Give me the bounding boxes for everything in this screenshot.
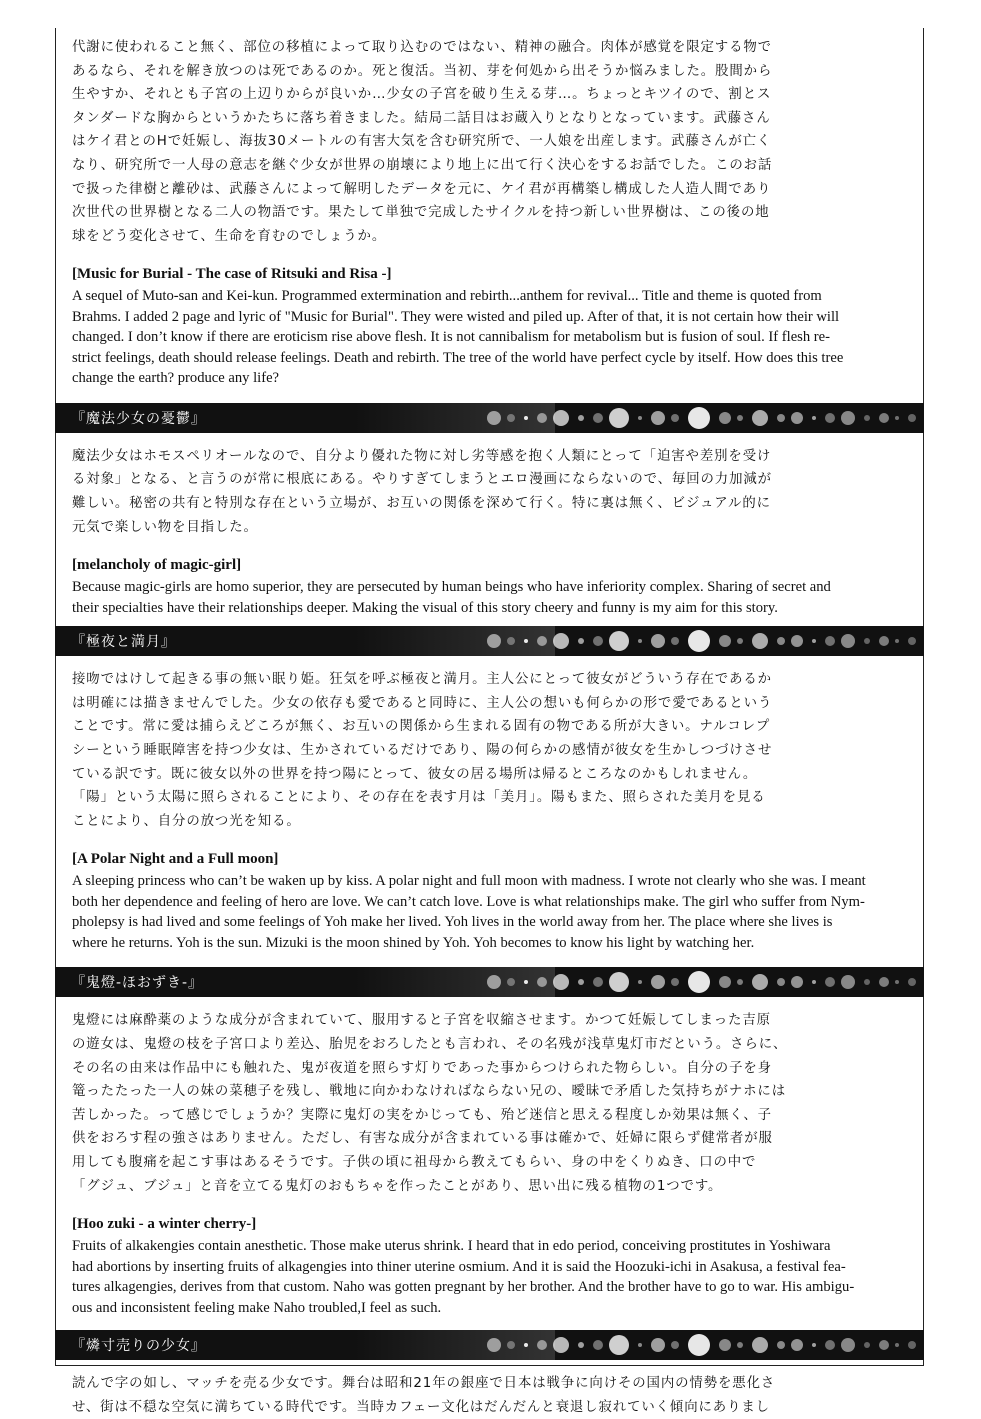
decorative-dot [524, 639, 528, 643]
decorative-dots [487, 967, 927, 997]
decorative-dot [719, 412, 731, 424]
decorative-dot [908, 978, 916, 986]
decorative-dot [651, 975, 665, 989]
decorative-dot [812, 980, 816, 984]
decorative-dot [864, 415, 870, 421]
decorative-dot [825, 413, 835, 423]
decorative-dot [879, 977, 889, 987]
decorative-dot [507, 637, 515, 645]
decorative-dot [791, 412, 803, 424]
decorative-dot [895, 980, 899, 984]
section-band [55, 967, 924, 997]
section-magic-girl [56, 433, 923, 618]
decorative-dot [671, 637, 679, 645]
decorative-dot [737, 415, 743, 421]
decorative-dot [895, 639, 899, 643]
decorative-dot [825, 977, 835, 987]
decorative-dot [737, 638, 743, 644]
decorative-dot [841, 975, 855, 989]
decorative-dot [651, 634, 665, 648]
decorative-dot [719, 635, 731, 647]
decorative-dot [507, 414, 515, 422]
section-polar-night [56, 656, 923, 953]
en-section-title: [Hoo zuki - a winter cherry-] [72, 1216, 257, 1233]
band-title: 『魔法少女の憂鬱』 [71, 410, 206, 427]
decorative-dot [825, 636, 835, 646]
decorative-dot [791, 976, 803, 988]
decorative-dot [688, 407, 710, 429]
en-paragraph: A sleeping princess who can’t be waken up by kiss. A polar night and full moon with madness. I wrote not clearly who she was. I meant both her dependence and feeling of hero are love. We can’t catch love. Love is what relationships make. The girl who suffer from Nym- pholepsy is had lived and some feelings of Yoh make her lived. Yoh lives in the world away from her. The place where she lives is where he returns. Yoh is the sun. Mizuki is the moon shined by Yoh. Yoh becomes to know his light by watching her. [72, 873, 866, 951]
en-section-title: [melancholy of magic-girl] [72, 557, 242, 574]
decorative-dot [537, 977, 547, 987]
decorative-dot [638, 416, 642, 420]
decorative-dot [524, 416, 528, 420]
decorative-dot [864, 638, 870, 644]
band-title: 『極夜と満月』 [71, 634, 176, 651]
decorative-dot [593, 636, 603, 646]
decorative-dot [507, 1341, 515, 1349]
decorative-dot [688, 630, 710, 652]
decorative-dot [578, 415, 584, 421]
band-title: 『燐寸売りの少女』 [71, 1338, 206, 1355]
band-title: 『鬼燈-ほおずき-』 [71, 975, 204, 992]
decorative-dot [777, 637, 785, 645]
decorative-dot [609, 972, 629, 992]
jp-paragraph: 接吻ではけして起きる事の無い眠り姫。狂気を呼ぶ極夜と満月。主人公にとって彼女がどういう存在であるか は明確には描きませんでした。少女の依存も愛であると同時に、主人公の想いも何らかの形で愛であるという ことです。常に愛は捕らえどころが無く、お互いの関係から生まれる固有の物である所が大きい。ナルコレプ シーという睡眠障害を持つ少女は、生かされているだけであり、陽の何らかの感情が彼女を生かしつづけさせ ている訳です。既に彼女以外の世界を持つ陽にとって、彼女の居る場所は帰るところなのかもしれません。 「陽」という太陽に照らされることにより、その存在を表す月は「美月」。陽もまた、照らされた美月を見る ことにより、自分の放つ光を知る。 [72, 672, 773, 829]
decorative-dot [593, 977, 603, 987]
decorative-dot [537, 1340, 547, 1350]
decorative-dot [908, 637, 916, 645]
decorative-dot [578, 979, 584, 985]
decorative-dot [638, 980, 642, 984]
en-paragraph: Fruits of alkakengies contain anesthetic. Those make uterus shrink. I heard that in edo period, conceiving prostitutes in Yoshiwara had abortions by inserting fruits of alkagengies into thiner uterine osmium. And it is said the Hoozuki-ichi in Asakusa, a festival fea- tures alkagengies, derives from that custom. Naho was gotten pregnant by her brother. And the brother have to go to war. His ambigu- ous and inconsistent feeling make Naho troubled,I feel as such. [72, 1238, 855, 1316]
decorative-dot [841, 411, 855, 425]
decorative-dot [737, 1342, 743, 1348]
jp-paragraph: 鬼燈には麻酔薬のような成分が含まれていて、服用すると子宮を収縮させます。かつて妊娠してしまった吉原 の遊女は、鬼燈の枝を子宮口より差込、胎児をおろしたとも言われ、その名残が浅草鬼灯市だという。さらに、 その名の由来は作品中にも触れた、鬼が夜道を照らす灯りであった事からつけられた物らしい。自分の子を身 篭ったたった一人の妹の菜穂子を残し、戦地に向かわなければならない兄の、曖昧で矛盾した気持ちがナホには 苦しかった。って感じでしょうか？実際に鬼灯の実をかじっても、殆ど迷信と思える程度しか効果は無く、子 供をおろす程の強さはありません。ただし、有害な成分が含まれている事は確かで、妊婦に限らず健常者が服 用しても腹痛を起こす事はあるそうです。子供の頃に祖母から教えてもらい、身の中をくりぬき、口の中で 「グジュ、ブジュ」と音を立てる鬼灯のおもちゃを作ったことがあり、思い出に残る植物の1つです。 [72, 1013, 788, 1194]
decorative-dot [864, 1342, 870, 1348]
decorative-dot [791, 1339, 803, 1351]
decorative-dot [671, 978, 679, 986]
decorative-dot [719, 1339, 731, 1351]
section-music-for-burial [56, 28, 923, 397]
decorative-dot [812, 639, 816, 643]
en-section-title: [Music for Burial - The case of Ritsuki and Risa -] [72, 266, 392, 283]
decorative-dot [895, 1343, 899, 1347]
decorative-dot [841, 1338, 855, 1352]
decorative-dot [777, 978, 785, 986]
decorative-dot [825, 1340, 835, 1350]
decorative-dot [609, 631, 629, 651]
decorative-dots [487, 403, 927, 433]
page-frame [55, 28, 924, 1415]
decorative-dots [487, 626, 927, 656]
decorative-dot [638, 1343, 642, 1347]
decorative-dot [777, 414, 785, 422]
decorative-dot [752, 1337, 768, 1353]
jp-paragraph: 魔法少女はホモスペリオールなので、自分より優れた物に対し劣等感を抱く人類にとって「迫害や差別を受け る対象」となる、と言うのが常に根底にある。やりすぎてしまうとエロ漫画にならないので、毎回の力加減が 難しい。秘密の共有と特別な存在という立場が、お互いの関係を深めて行く。特に裏は無く、ビジュアル的に 元気で楽しい物を目指した。 [72, 448, 772, 535]
decorative-dot [688, 1334, 710, 1356]
decorative-dot [908, 1341, 916, 1349]
decorative-dot [752, 633, 768, 649]
en-paragraph: A sequel of Muto-san and Kei-kun. Programmed extermination and rebirth...anthem for revival... Title and theme is quoted from Brahms. I added 2 page and lyric of "Music for Burial". They were wisted and piled up. After of that, it is not certain how their will changed. I don’t know if there are eroticism rise above flesh. It is not cannibalism for metabolism but is fusion of soul. If flesh re- strict feelings, death should release feelings. Death and rebirth. The tree of the world have perfect cycle by itself. How does this tree change the earth? produce any life? [72, 288, 844, 387]
decorative-dot [812, 1343, 816, 1347]
decorative-dot [812, 416, 816, 420]
decorative-dot [777, 1341, 785, 1349]
decorative-dot [651, 411, 665, 425]
decorative-dot [671, 414, 679, 422]
decorative-dot [638, 639, 642, 643]
section-band [55, 626, 924, 656]
decorative-dot [609, 1335, 629, 1355]
decorative-dot [524, 1343, 528, 1347]
decorative-dot [537, 413, 547, 423]
decorative-dot [651, 1338, 665, 1352]
decorative-dot [752, 410, 768, 426]
decorative-dot [524, 980, 528, 984]
decorative-dot [879, 636, 889, 646]
decorative-dot [553, 633, 569, 649]
decorative-dot [879, 1340, 889, 1350]
decorative-dot [719, 976, 731, 988]
section-hoozuki [56, 997, 923, 1318]
decorative-dot [791, 635, 803, 647]
en-section-title: [A Polar Night and a Full moon] [72, 851, 279, 868]
decorative-dot [593, 1340, 603, 1350]
decorative-dot [609, 408, 629, 428]
section-band [55, 1330, 924, 1360]
jp-paragraph: 読んで字の如し、マッチを売る少女です。舞台は昭和21年の銀座で日本は戦争に向けその国内の情勢を悪化さ せ、街は不穏な空気に満ちている時代です。当時カフェー文化はだんだんと衰退し寂れていく傾向にありまし [72, 1376, 776, 1415]
decorative-dot [908, 414, 916, 422]
decorative-dot [688, 971, 710, 993]
decorative-dot [841, 634, 855, 648]
decorative-dot [553, 410, 569, 426]
decorative-dot [578, 638, 584, 644]
decorative-dot [553, 974, 569, 990]
decorative-dot [737, 979, 743, 985]
section-band [55, 403, 924, 433]
section-match-girl [56, 1360, 923, 1419]
en-paragraph: Because magic-girls are homo superior, they are persecuted by human beings who have inferiority complex. Sharing of secret and their specialties have their relationships deeper. Making the visual of this story cheery and funny is my aim for this story. [72, 579, 831, 616]
decorative-dot [537, 636, 547, 646]
decorative-dot [671, 1341, 679, 1349]
decorative-dot [879, 413, 889, 423]
decorative-dot [864, 979, 870, 985]
jp-paragraph: 代謝に使われること無く、部位の移植によって取り込むのではない、精神の融合。肉体が感覚を限定する物で あるなら、それを解き放つのは死であるのか。死と復活。当初、芽を何処から出そうか悩みました。股間から 生やすか、それとも子宮の上辺りからが良いか…少女の子宮を破り生える芽…。ちょっとキツイので、割とス タンダードな胸からというかたちに落ち着きました。結局二話目はお蔵入りとなりとなっています。武藤さん はケイ君とのHで妊娠し、海抜30メートルの有害大気を含む研究所で、一人娘を出産します。武藤さんが亡く なり、研究所で一人母の意志を継ぐ少女が世界の崩壊により地上に出て行く決心をするお話でした。このお話 で扱った律樹と離砂は、武藤さんによって解明したデータを元に、ケイ君が再構築し構成した人造人間であり 次世代の世界樹となる二人の物語です。果たして単独で完成したサイクルを持つ新しい世界樹は、この後の地 球をどう変化させて、生命を育むのでしょうか。 [72, 40, 773, 244]
decorative-dot [507, 978, 515, 986]
decorative-dot [553, 1337, 569, 1353]
decorative-dot [593, 413, 603, 423]
decorative-dot [895, 416, 899, 420]
decorative-dot [752, 974, 768, 990]
decorative-dot [578, 1342, 584, 1348]
decorative-dots [487, 1330, 927, 1360]
